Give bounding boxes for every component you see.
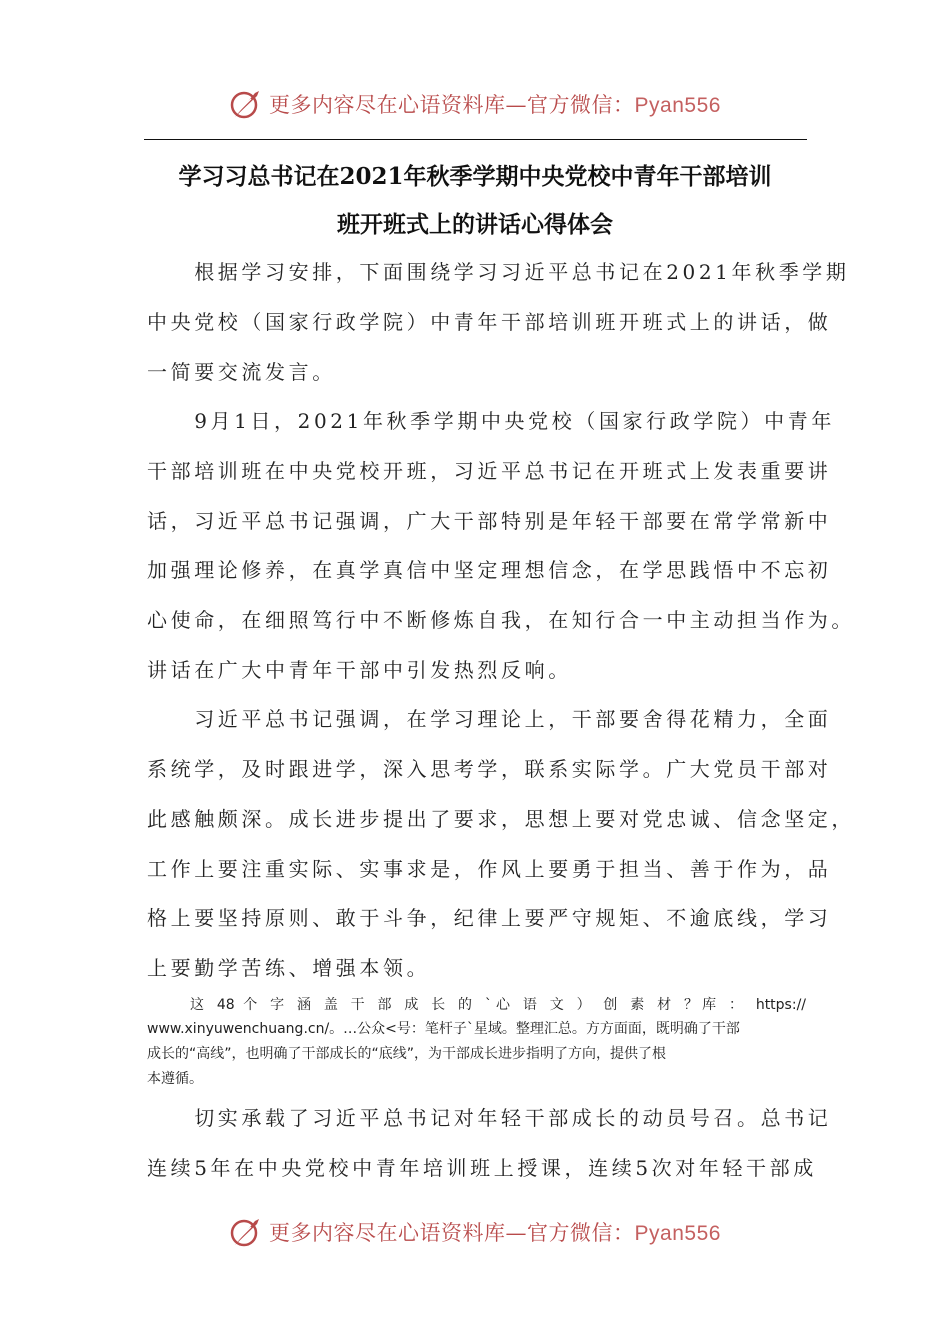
body-line: 9月1日，2021年秋季学期中央党校（国家行政学院）中青年 xyxy=(147,409,835,433)
footer-watermark-banner xyxy=(0,1212,950,1252)
document-title-line-1: 学习习总书记在2021年秋季学期中央党校中青年干部培训 xyxy=(178,163,772,190)
body-line: 系统学，及时跟进学，深入思考学，联系实际学。广大党员干部对 xyxy=(147,757,832,781)
inserted-note-line: 本遵循。 xyxy=(147,1071,203,1087)
body-line: 格上要坚持原则、敢于斗争，纪律上要严守规矩、不逾底线，学习 xyxy=(147,906,832,930)
inserted-note-line: 这 48 个 字 涵 盖 干 部 成 长 的 `心 语 文 ） 创 素 材 ？库 ： https:// xyxy=(190,997,806,1013)
body-line: 干部培训班在中央党校开班，习近平总书记在开班式上发表重要讲 xyxy=(147,459,832,483)
inserted-note-line: 成长的“高线”，也明确了干部成长的“底线”，为干部成长进步指明了方向，提供了根 xyxy=(147,1046,667,1062)
wechat-id: Pyan556 xyxy=(634,94,721,117)
body-line: 一简要交流发言。 xyxy=(147,360,336,384)
document-title-line-2: 班开班式上的讲话心得体会 xyxy=(337,211,613,238)
body-line: 根据学习安排，下面围绕学习习近平总书记在2021年秋季学期 xyxy=(147,260,850,284)
body-line: 习近平总书记强调，在学习理论上，干部要舍得花精力，全面 xyxy=(147,707,832,731)
banner-text xyxy=(269,1217,721,1247)
banner-text xyxy=(269,89,721,119)
wechat-id: Pyan556 xyxy=(634,1222,721,1245)
body-line: 此感触颇深。成长进步提出了要求，思想上要对党忠诚、信念坚定， xyxy=(147,807,855,831)
quill-circle-logo-icon xyxy=(229,1215,263,1249)
body-line: 加强理论修养，在真学真信中坚定理想信念，在学思践悟中不忘初 xyxy=(147,558,832,582)
inserted-note-line: www.xinyuwenchuang.cn/。…公众<号：笔杆子`星域。整理汇总。方方面面，既明确了干部 xyxy=(147,1021,740,1037)
body-line: 话，习近平总书记强调，广大干部特别是年轻干部要在常学常新中 xyxy=(147,509,832,533)
header-watermark-banner xyxy=(0,84,950,124)
body-line: 连续5年在中央党校中青年培训班上授课，连续5次对年轻干部成 xyxy=(147,1156,817,1180)
banner-label: 更多内容尽在心语资料库—官方微信： xyxy=(269,93,635,117)
body-line: 工作上要注重实际、实事求是，作风上要勇于担当、善于作为，品 xyxy=(147,857,832,881)
body-line: 讲话在广大中青年干部中引发热烈反响。 xyxy=(147,658,572,682)
quill-circle-logo-icon xyxy=(229,87,263,121)
body-line: 上要勤学苦练、增强本领。 xyxy=(147,956,431,980)
body-line: 中央党校（国家行政学院）中青年干部培训班开班式上的讲话，做 xyxy=(147,310,832,334)
banner-label: 更多内容尽在心语资料库—官方微信： xyxy=(269,1221,635,1245)
header-rule xyxy=(144,139,807,140)
body-line: 心使命，在细照笃行中不断修炼自我，在知行合一中主动担当作为。 xyxy=(147,608,855,632)
body-line: 切实承载了习近平总书记对年轻干部成长的动员号召。总书记 xyxy=(147,1106,832,1130)
